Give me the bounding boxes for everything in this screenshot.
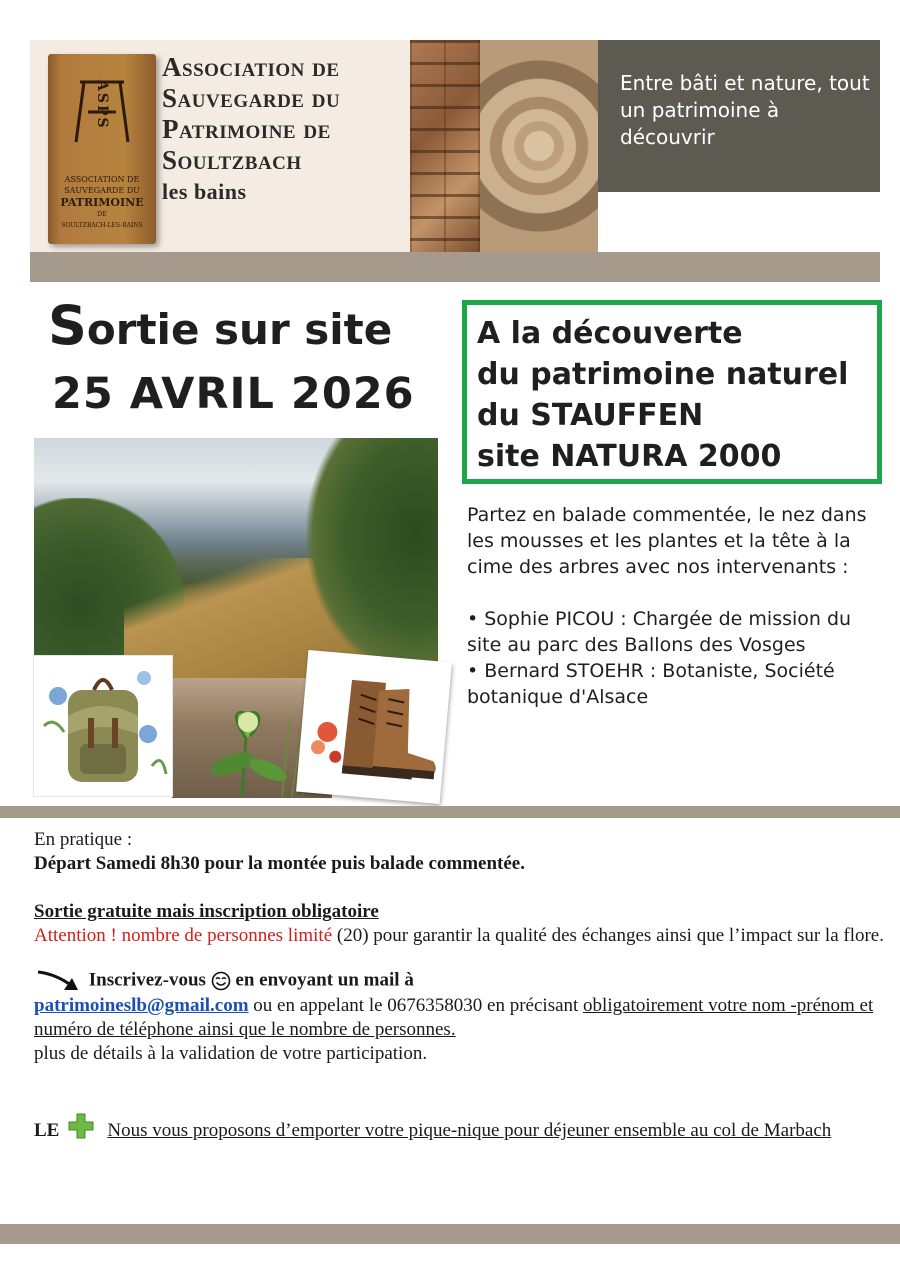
book-monogram: ASPS <box>94 80 110 130</box>
speaker-item: • Sophie PICOU : Chargée de mission du site au parc des Ballons des Vosges <box>467 608 852 656</box>
association-name-line: Association de <box>162 52 340 82</box>
required-info-text: obligatoirement votre nom -prénom et numéro de téléphone ainsi que le nombre de personnes. <box>34 995 874 1040</box>
event-date: 25 AVRIL 2026 <box>52 369 415 419</box>
book-logo-icon <box>48 54 156 244</box>
practical-heading: En pratique : <box>34 829 133 850</box>
association-name-line: les bains <box>162 179 247 204</box>
phone-text: ou en appelant le 0676358030 en précisant <box>248 995 584 1016</box>
email-link[interactable]: patrimoineslb@gmail.com <box>34 995 249 1016</box>
association-name-line: Soultzbach <box>162 145 302 175</box>
title-initial: S <box>48 294 87 357</box>
title-rest: ortie sur site <box>86 305 393 354</box>
event-title <box>48 294 393 358</box>
book-line: SOULTZBACH-LES-BAINS <box>61 222 143 229</box>
hiking-boots-icon <box>296 650 452 804</box>
highlight-line: site NATURA 2000 <box>477 439 782 474</box>
highlight-box <box>462 300 882 484</box>
le-label: LE <box>34 1120 60 1141</box>
book-line: ASSOCIATION DE <box>64 175 140 184</box>
book-line: SAUVEGARDE DU <box>64 186 140 195</box>
tagline-panel <box>598 40 880 192</box>
header <box>30 40 880 252</box>
details-text: plus de détails à la validation de votre participation. <box>34 1043 428 1064</box>
smiley-icon <box>211 971 231 991</box>
attention-text <box>34 924 884 948</box>
photo-trees-right <box>304 438 438 678</box>
attention-warning: Attention ! nombre de personnes limité <box>34 925 333 946</box>
register-line <box>34 968 884 994</box>
association-name-line: Sauvegarde du <box>162 83 341 113</box>
picnic-text: Nous vous proposons d’emporter votre pique-nique pour déjeuner ensemble au col de Marbach <box>107 1120 832 1141</box>
divider-band <box>30 252 880 282</box>
picnic-line <box>34 1112 884 1143</box>
departure-text: Départ Samedi 8h30 pour la montée puis balade commentée. <box>34 853 525 874</box>
divider-band <box>0 1224 900 1244</box>
tree-rings-image <box>480 40 598 252</box>
speaker-item: • Bernard STOEHR : Botaniste, Société botanique d'Alsace <box>467 660 835 708</box>
book-line: PATRIMOINE <box>60 196 144 209</box>
backpack-icon <box>34 656 172 796</box>
stone-wall-image <box>410 40 480 252</box>
association-name <box>162 52 412 207</box>
association-name-line: Patrimoine de <box>162 114 331 144</box>
highlight-line: du patrimoine naturel <box>477 357 849 392</box>
highlight-line: du STAUFFEN <box>477 398 704 433</box>
divider-band <box>0 806 900 818</box>
attention-detail: (20) pour garantir la qualité des échanges ainsi que l’impact sur la flore. <box>332 925 884 946</box>
free-registration-text: Sortie gratuite mais inscription obligatoire <box>34 901 379 922</box>
contact-text <box>34 994 884 1042</box>
backpack-illustration <box>34 656 172 796</box>
landscape-photo <box>34 438 438 678</box>
plus-icon <box>67 1112 95 1140</box>
book-line: DE <box>97 211 107 218</box>
register-instruction: en envoyant un mail à <box>235 969 414 991</box>
boots-illustration <box>296 650 452 804</box>
register-label: Inscrivez-vous <box>88 969 206 991</box>
intro-paragraph: Partez en balade commentée, le nez dans les mousses et les plantes et la tête à la cime des arbres avec nos intervenants : <box>467 504 867 578</box>
tagline: Entre bâti et nature, tout un patrimoine à découvrir <box>620 71 870 149</box>
practical-info <box>34 828 884 1143</box>
arrow-icon <box>34 968 84 994</box>
intro-text <box>467 502 877 710</box>
header-logo-area <box>30 40 410 252</box>
highlight-line: A la découverte <box>477 316 743 351</box>
